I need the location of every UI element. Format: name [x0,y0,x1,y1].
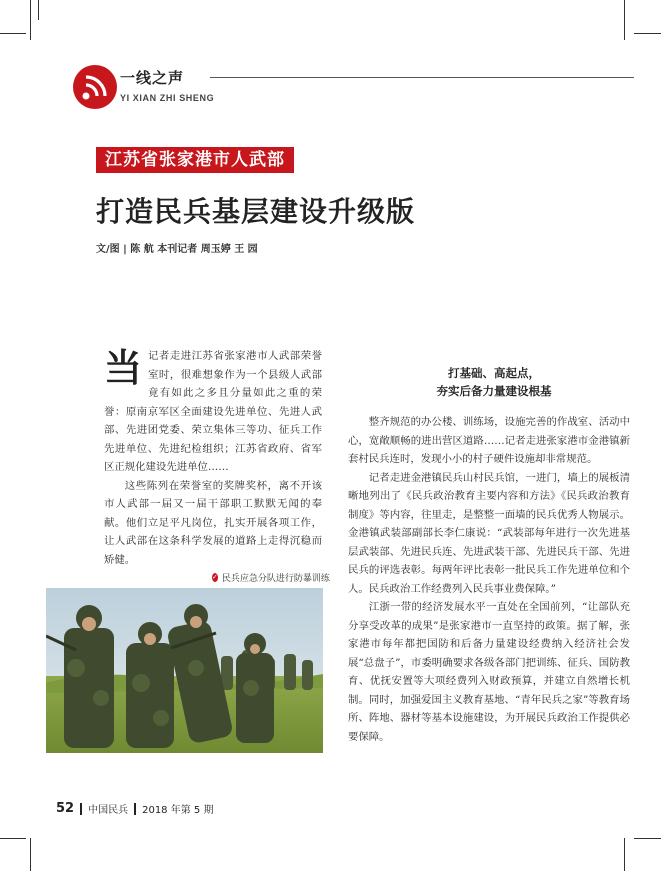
crop-mark [30,0,31,40]
body-paragraph: 记者走进金港镇民兵山村民兵馆，一进门，墙上的展板清晰地列出了《民兵政治教育主要内容和方法》《民兵政治教育制度》等内容，往里走，是整整一面墙的民兵优秀人物展示。金港镇武装部副部长李仁康说：“武装部每年进行一次先进基层武装部、先进民兵连、先进武装干部、先进民兵干部、先进民兵的评选表彰。每两年评比表彰一批民兵工作先进单位和个人。民兵政治工作经费列入民兵事业费保障。” [348,471,630,595]
crop-mark [0,838,26,839]
issue-label: 2018 年第 5 期 [142,805,214,816]
crop-mark [624,838,625,871]
check-mark-icon: ✓ [212,573,218,581]
intro-paragraph: 记者走进江苏省张家港市人武部荣誉室时，很难想象作为一个县级人武部竟有如此之多且分量如此之重的荣誉：原南京军区全面建设先进单位、先进人武部、先进团党委、荣立集体三等功、征兵工作先进单位、先进纪检组织；江苏省政府、省军区正规化建设先进单位…… [104,350,322,473]
subheading-line: 夯实后备力量建设根基 [436,384,552,398]
body-paragraph: 整齐规范的办公楼、训练场，设施完善的作战室、活动中心，宽敞顺畅的进出营区道路……记者走进张家港市金港镇新套村民兵连时，发现小小的村子硬件设施却非常规范。 [348,416,630,465]
section-pinyin: YI XIAN ZHI SHENG [120,93,215,103]
training-photo [46,588,323,753]
crop-mark [624,0,625,40]
byline: 文/图 | 陈 航 本刊记者 周玉婷 王 园 [96,244,258,255]
organization-badge: 江苏省张家港市人武部 [96,147,294,173]
magazine-name: 中国民兵 [88,805,129,816]
subheading-line: 打基础、高起点， [448,366,540,380]
photo-caption [212,571,330,584]
page-number: 52 [56,801,75,816]
footer-separator [134,803,136,815]
crop-mark [634,838,661,839]
signal-wave-icon [72,64,118,110]
photo-caption-text: 民兵应急分队进行防暴训练 [221,574,330,584]
body-paragraph: 江浙一带的经济发展水平一直处在全国前列，“让部队充分享受改革的成果”是张家港市一直坚持的政策。据了解，张家港市每年都把国防和后备力量建设经费纳入经济社会发展“总盘子”，市委明确要求各级各部门把训练、征兵、国防教育、优抚安置等大项经费列入财政预算，并建立自然增长机制。同时，加强爱国主义教育基地、“青年民兵之家”等教育场所、阵地、器材等基本设施建设，为开展民兵政治工作提供必要保障。 [348,601,630,743]
section-title: 一线之声 [120,69,185,87]
crop-mark [30,838,31,871]
intro-paragraph: 这些陈列在荣誉室的奖牌奖杯，离不开该市人武部一届又一届干部职工默默无闻的奉献。他们立足平凡岗位，扎实开展各项工作，让人武部在这条科学发展的道路上走得沉稳而矫健。 [104,479,322,566]
body-column [348,413,630,746]
crop-mark [634,33,661,34]
footer-separator [80,803,82,815]
drop-cap: 当 [104,346,143,390]
intro-column [104,347,322,569]
crop-mark [38,0,39,20]
article-title: 打造民兵基层建设升级版 [96,195,416,228]
crop-mark [0,33,26,34]
header-rule [210,77,634,78]
page-footer [56,801,213,816]
section-subheading [360,364,628,400]
